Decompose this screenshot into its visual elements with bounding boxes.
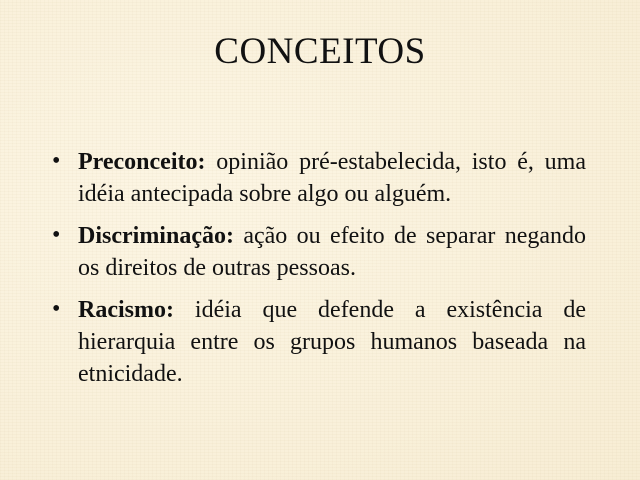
term-label: Preconceito: <box>78 149 206 175</box>
bullet-marker: • <box>52 222 61 248</box>
bullet-marker: • <box>52 296 61 322</box>
definition-text: idéia que defende a existência de hierarquia entre os grupos humanos baseada na etnicidade. <box>78 297 587 387</box>
definition-text: opinião pré-estabelecida, isto é, uma idéia antecipada sobre algo ou alguém. <box>78 149 587 207</box>
term-label: Racismo: <box>78 297 174 323</box>
bullet-item-preconceito <box>50 146 586 210</box>
bullet-marker: • <box>52 148 61 174</box>
bullet-list <box>50 146 586 400</box>
slide-title: CONCEITOS <box>214 31 426 72</box>
definition-text: ação ou efeito de separar negando os direitos de outras pessoas. <box>78 223 587 281</box>
bullet-item-racismo <box>50 294 586 390</box>
bullet-item-discriminacao <box>50 220 586 284</box>
term-label: Discriminação: <box>78 223 234 249</box>
